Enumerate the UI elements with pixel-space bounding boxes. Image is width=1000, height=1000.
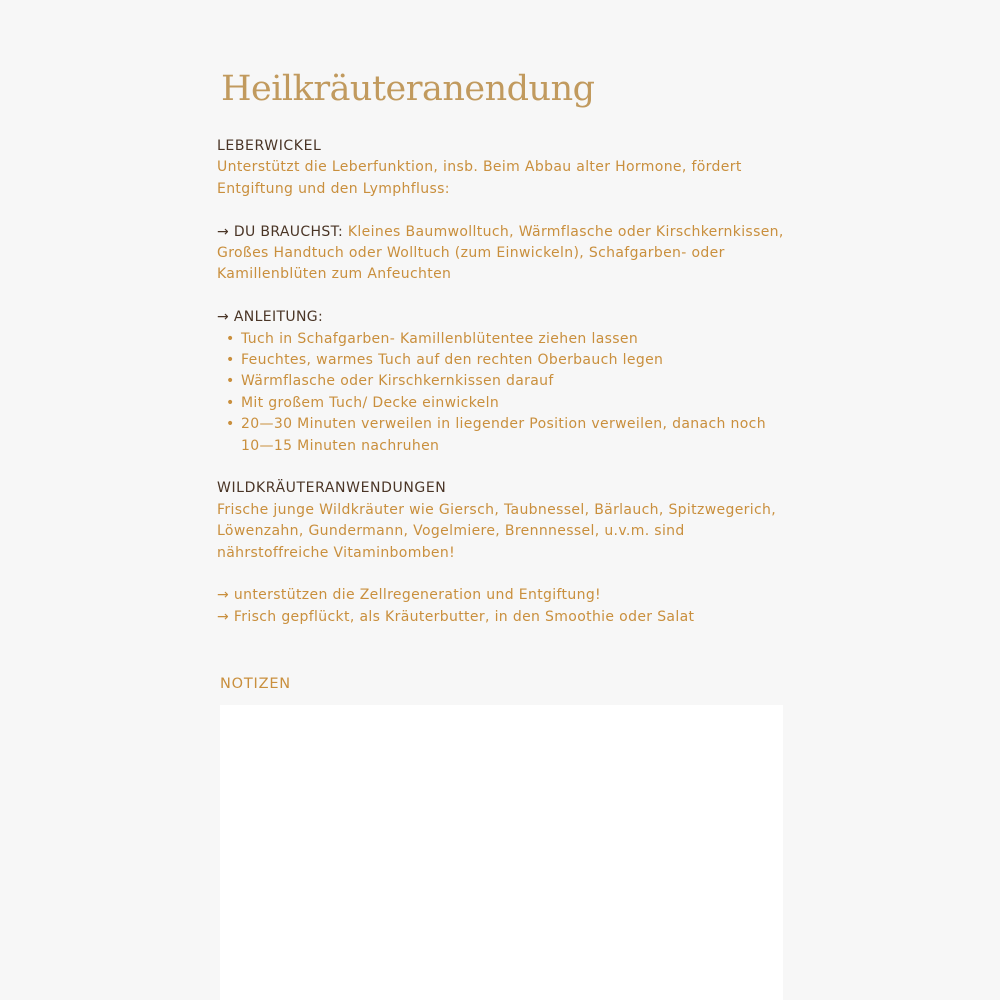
bullet-icon: • (226, 373, 235, 390)
needs-text: Kleines Baumwolltuch, Wärmflasche oder Kirschkernkissen, Großes Handtuch oder Wolltuch (zum Einwickeln), Schafgarben- oder Kamillenblüten zum Anfeuchten (217, 223, 784, 283)
wildkraeuter-point: → unterstützen die Zellregeneration und Entgiftung! (217, 587, 602, 604)
bullet-icon: • (226, 352, 235, 369)
spacer (217, 286, 787, 307)
leberwickel-needs (217, 222, 787, 286)
page-title: Heilkräuteranendung (221, 69, 595, 109)
step-text: Feuchtes, warmes Tuch auf den rechten Oberbauch legen (241, 352, 664, 369)
list-item (217, 371, 787, 392)
needs-label: → DU BRAUCHST: (217, 223, 344, 240)
notes-label: NOTIZEN (220, 676, 291, 692)
document-content (217, 136, 787, 628)
spacer (217, 457, 787, 478)
leberwickel-description: Unterstützt die Leberfunktion, insb. Beim Abbau alter Hormone, fördert Entgiftung und den Lymphfluss: (217, 159, 742, 197)
wildkraeuter-point: → Frisch gepflückt, als Kräuterbutter, in den Smoothie oder Salat (217, 608, 695, 625)
section-heading-wildkraeuter: WILDKRÄUTERANWENDUNGEN (217, 480, 447, 497)
list-item (217, 350, 787, 371)
spacer (217, 564, 787, 585)
step-text: 20—30 Minuten verweilen in liegender Position verweilen, danach noch 10—15 Minuten nachruhen (241, 416, 766, 454)
bullet-icon: • (226, 330, 235, 347)
bullet-icon: • (226, 416, 235, 433)
steps-label: → ANLEITUNG: (217, 309, 324, 326)
list-item (217, 393, 787, 414)
section-heading-leberwickel: LEBERWICKEL (217, 138, 322, 154)
step-text: Tuch in Schafgarben- Kamillenblütentee ziehen lassen (241, 330, 639, 347)
notes-field[interactable] (220, 705, 783, 1000)
bullet-icon: • (226, 394, 235, 411)
steps-list (217, 329, 787, 457)
list-item (217, 414, 787, 457)
spacer (217, 200, 787, 221)
step-text: Mit großem Tuch/ Decke einwickeln (241, 394, 500, 411)
document-page (217, 0, 787, 1000)
wildkraeuter-description: Frische junge Wildkräuter wie Giersch, Taubnessel, Bärlauch, Spitzwegerich, Löwenzahn, Gundermann, Vogelmiere, Brennnessel, u.v.m. sind nährstoffreiche Vitaminbomben! (217, 501, 777, 561)
list-item (217, 329, 787, 350)
step-text: Wärmflasche oder Kirschkernkissen darauf (241, 373, 554, 390)
